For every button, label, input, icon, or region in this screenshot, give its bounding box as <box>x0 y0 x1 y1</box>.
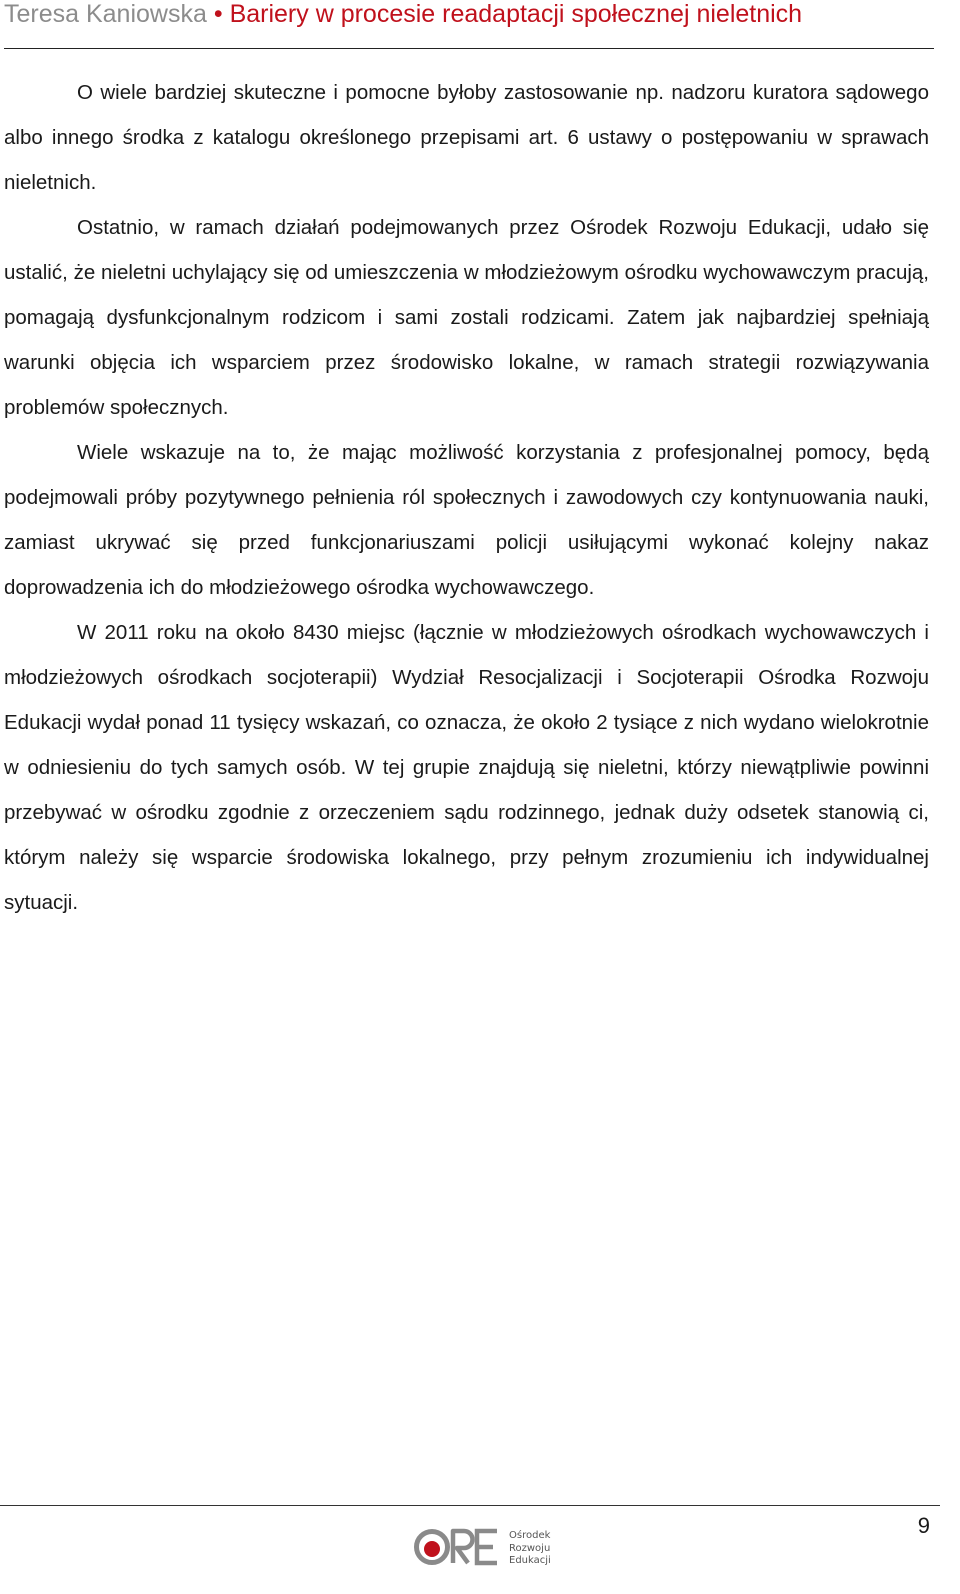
logo-line-1: Ośrodek <box>509 1530 551 1541</box>
ore-logo-mark <box>413 1527 505 1567</box>
header-author: Teresa Kaniowska <box>4 0 207 28</box>
running-header <box>4 0 934 49</box>
page-number: 9 <box>917 1513 930 1538</box>
paragraph-2: Ostatnio, w ramach działań podejmowanych przez Ośrodek Rozwoju Edukacji, udało się ustalić, że nieletni uchylający się od umieszczenia w młodzieżowym ośrodku wychowawczym pracują, pomagają dysfunkcjonalnym rodzicom i sami zostali rodzicami. Zatem jak najbardziej spełniają warunki objęcia ich wsparciem przez środowisko lokalne, w ramach strategii rozwiązywania problemów społecznych. <box>4 216 929 419</box>
header-separator: • <box>213 0 223 28</box>
paragraph-1: O wiele bardziej skuteczne i pomocne byłoby zastosowanie np. nadzoru kuratora sądowego albo innego środka z katalogu określonego przepisami art. 6 ustawy o postępowaniu w sprawach nieletnich. <box>4 81 929 194</box>
footer-rule <box>0 1505 940 1506</box>
body-text <box>4 70 929 925</box>
ore-logo-text <box>509 1530 551 1568</box>
ore-logo <box>413 1527 563 1577</box>
header-title: Bariery w procesie readaptacji społecznej nieletnich <box>229 0 803 28</box>
header-line <box>4 0 802 28</box>
paragraph-3: Wiele wskazuje na to, że mając możliwość korzystania z profesjonalnej pomocy, będą podejmowali próby pozytywnego pełnienia ról społecznych i zawodowych czy kontynuowania nauki, zamiast ukrywać się przed funkcjonariuszami policji usiłującymi wykonać kolejny nakaz doprowadzenia ich do młodzieżowego ośrodka wychowawczego. <box>4 441 929 599</box>
logo-line-2: Rozwoju <box>509 1542 551 1554</box>
logo-line-3: Edukacji <box>509 1555 551 1566</box>
paragraph-4: W 2011 roku na około 8430 miejsc (łącznie w młodzieżowych ośrodkach wychowawczych i młodzieżowych ośrodkach socjoterapii) Wydział Resocjalizacji i Socjoterapii Ośrodka Rozwoju Edukacji wydał ponad 11 tysięcy wskazań, co oznacza, że około 2 tysiące z nich wydano wielokrotnie w odniesieniu do tych samych osób. W tej grupie znajdują się nieletni, którzy niewątpliwie powinni przebywać w ośrodku zgodnie z orzeczeniem sądu rodzinnego, jednak duży odsetek stanowią ci, którym należy się wsparcie środowiska lokalnego, przy pełnym zrozumieniu ich indywidualnej sytuacji. <box>4 621 929 914</box>
page-footer <box>0 1505 940 1594</box>
